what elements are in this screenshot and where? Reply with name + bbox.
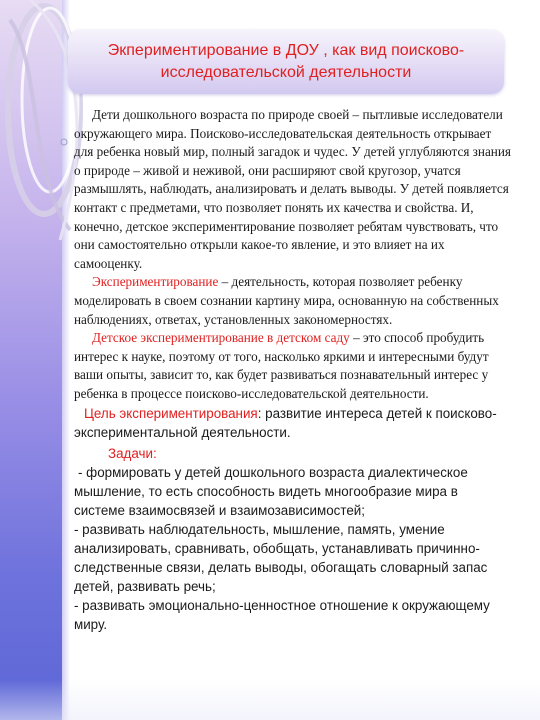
definition-term-1: Экспериментирование [92,274,219,290]
tasks-section [74,444,512,634]
task-item: - развивать наблюдательность, мышление, память, умение анализировать, сравнивать, обобщать, устанавливать причинно-следственные связи, делать выводы, обогащать словарный запас детей, развивать речь; [74,521,488,594]
intro-paragraph: Дети дошкольного возраста по природе своей – пытливые исследователи окружающего мира. Поисково-исследовательская деятельность открывает для ребенка новый мир, полный загадок и чудес. У детей углубляются знания о природе – живой и неживой, они расширяют свой кругозор, учатся размышлять, наблюдать, анализировать и делать выводы. У детей появляется контакт с предметами, что позволяет понять их качества и свойства. И, конечно, детское экспериментирование позволяет ребятам чувствовать, что они самостоятельно открыли какое-то явление, и это влияет на их самооценку. [74,107,511,271]
task-item: - формировать у детей дошкольного возраста диалектическое мышление, то есть способность видеть многообразие мира в системе взаимосвязей и взаимозависимостей; [74,464,468,518]
goal-text: : развитие интереса детей к поисково-экспериментальной деятельности. [74,405,497,440]
definition-term-2: Детское экспериментирование в детском саду [92,330,350,346]
definition-paragraph-1 [74,273,512,329]
page-title: Экпериментирование в ДОУ , как вид поисково-исследовательской деятельности [107,42,465,81]
task-item: - развивать эмоционально-ценностное отношение к окружающему миру. [74,597,490,632]
definition-text-1: – деятельность, которая позволяет ребенку моделировать в своем сознании картину мира, основанную на собственных наблюдениях, ответах, установленных закономерностях. [74,274,499,327]
decorative-dot [60,138,68,146]
goal-label: Цель экспериментирования [84,405,258,421]
title-banner [68,30,504,94]
tasks-label: Задачи: [108,445,157,461]
decorative-bottom-fade [0,680,540,720]
document-body [74,106,512,634]
definition-text-2: – это способ пробудить интерес к науке, поэтому от того, насколько яркими и интересными будут ваши опыты, зависит то, как будет развиваться познавательный интерес у ребенка в процессе поисково-исследовательской деятельности. [74,330,489,401]
definition-paragraph-2 [74,329,512,403]
goal-paragraph [74,404,512,442]
